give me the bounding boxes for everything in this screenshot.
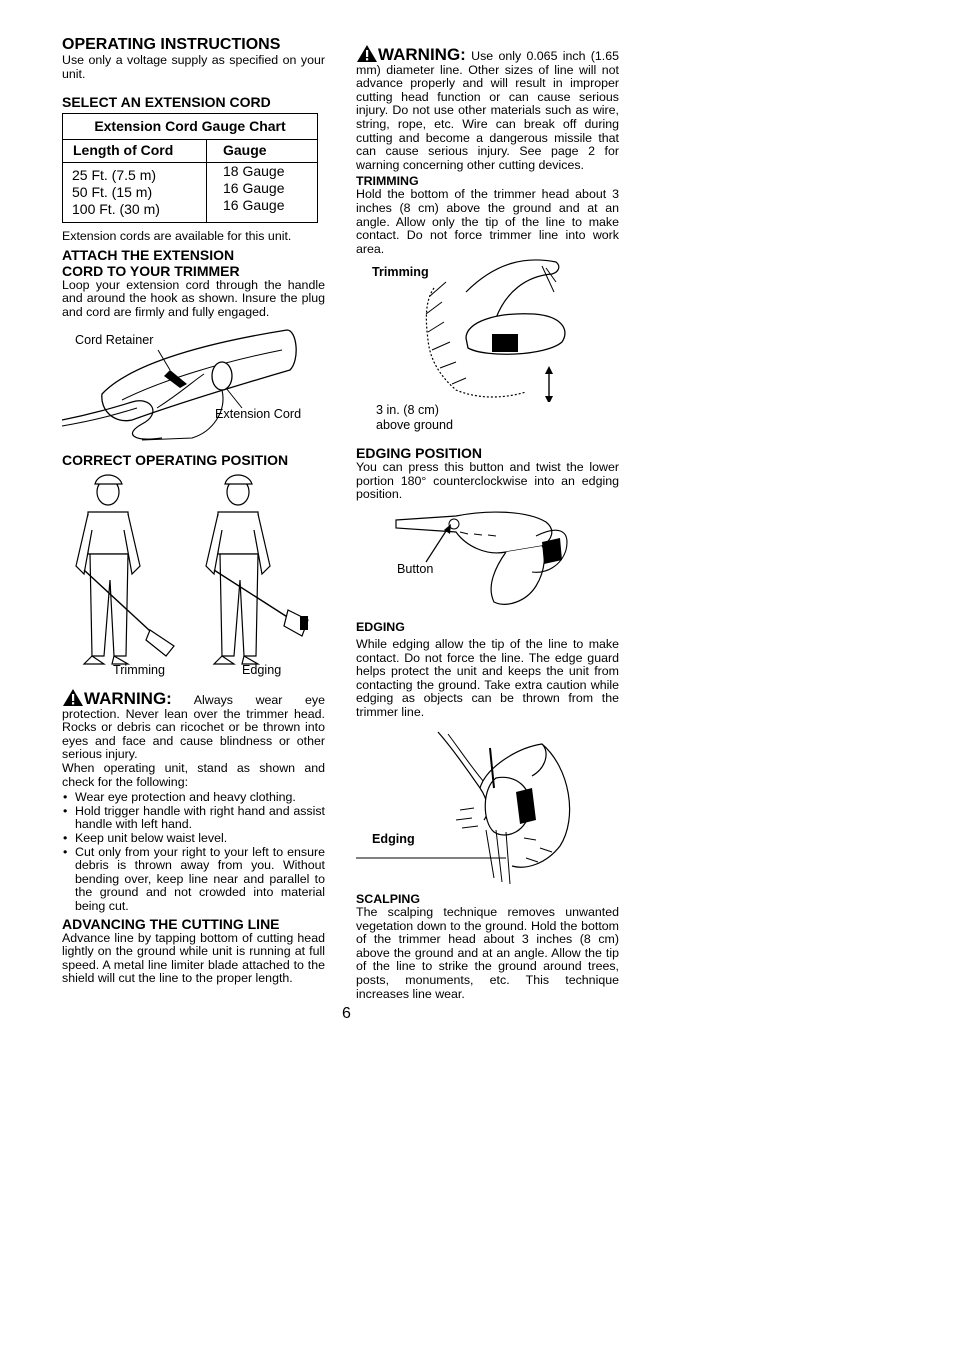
left-warning: [62, 688, 325, 762]
edging-figure: [356, 728, 619, 888]
warning-label: WARNING:: [84, 689, 172, 708]
left-warning-block: [62, 688, 325, 986]
button-figure: [356, 506, 619, 610]
gauge-value: 16 Gauge: [223, 197, 285, 214]
scalping-block: [356, 892, 619, 1001]
list-item: • Cut only from your right to your left to ensure debris is thrown away from you. Without bending over, keep line near and parallel to the ground and not crowded into material being cut.: [62, 846, 325, 914]
attach-heading-2: CORD TO YOUR TRIMMER: [62, 262, 240, 279]
edging-position-heading: EDGING POSITION: [356, 445, 483, 461]
advance-text: Advance line by tapping bottom of cutting head lightly on the ground while unit is running at full speed. A metal line limiter blade attached to the shield will cut the line to the proper length.: [62, 930, 325, 986]
edging-position-text: You can press this button and twist the lower portion 180° counterclockwise into an edging position.: [356, 460, 619, 502]
scalping-heading: SCALPING: [356, 892, 421, 906]
gauge-value: 16 Gauge: [223, 180, 285, 197]
edging-position-drawing: [356, 506, 619, 610]
edging-figure-label: Edging: [372, 832, 415, 846]
scalping-text: The scalping technique removes unwanted vegetation down to the ground. Hold the bottom of the trimmer head about 3 inches (8 cm) above the ground and at an angle. Allow the tip of the line to strike the ground around trees, posts, monuments, etc. This technique increases line wear.: [356, 905, 619, 1001]
edging-position-label: Edging: [242, 663, 282, 677]
right-warning: [356, 44, 619, 172]
height-label-1: 3 in. (8 cm): [376, 403, 439, 417]
list-item: • Keep unit below waist level.: [62, 832, 325, 846]
list-item: • Hold trigger handle with right hand and assist handle with left hand.: [62, 805, 325, 832]
trimming-heading: TRIMMING: [356, 174, 419, 189]
trimming-text: Hold the bottom of the trimmer head about 3 inches (8 cm) above the ground and at an angle. Allow only the tip of the line to make contact. Do not force trimmer line into work area.: [356, 187, 619, 256]
edging-text: While edging allow the tip of the line to make contact. Do not force the line. The edge guard helps protect the unit and keeps the unit from contacting the ground. Take extra caution while edging as objects can be thrown from the trimmer line.: [356, 637, 619, 719]
button-label: Button: [397, 562, 434, 576]
operating-text: When operating unit, stand as shown and check for the following:: [62, 760, 325, 789]
cord-retainer-label: Cord Retainer: [75, 333, 154, 347]
list-item: • Wear eye protection and heavy clothing.: [62, 791, 325, 805]
cord-retainer-figure: [62, 322, 325, 442]
edging-position-block: [356, 445, 619, 502]
warning-text: Use only 0.065 inch (1.65 mm) diameter line. Other sizes of line will not advance properly and will result in improper cutting head function or can cause serious injury. Do not use other materials such as wire, string, rope, etc. Wire can break off during cutting and become a dangerous missile that can cause serious injury. See page 2 for warning concerning other cutting devices.: [356, 49, 620, 172]
operators-drawing: [62, 470, 325, 665]
extension-cord-label: Extension Cord: [215, 407, 302, 421]
gauge-values-cell: [207, 163, 318, 223]
edging-block: [356, 620, 619, 720]
extension-note: Extension cords are available for this unit.: [62, 229, 292, 244]
gauge-col-gauge: Gauge: [207, 140, 318, 163]
trimming-figure-label: Trimming: [372, 265, 429, 279]
page-number: 6: [342, 1005, 351, 1022]
operating-position-heading: CORRECT OPERATING POSITION: [62, 452, 289, 468]
warning-icon: [356, 44, 378, 63]
intro-text: Use only a voltage supply as specified on your unit.: [62, 53, 325, 81]
operating-position-figure: [62, 470, 325, 680]
gauge-value: 18 Gauge: [223, 163, 285, 180]
warning-text: Always wear eye protection. Never lean over the trimmer head. Rocks or debris can ricochet or be thrown into eyes and face and cause blindness or other serious injury.: [62, 693, 325, 762]
attach-text: Loop your extension cord through the handle and around the hook as shown. Insure the plug and cord are firmly and fully engaged.: [62, 277, 325, 319]
advance-heading: ADVANCING THE CUTTING LINE: [62, 915, 280, 932]
right-warning-block: [356, 44, 619, 256]
trimming-figure: [356, 252, 619, 437]
left-column: [62, 36, 325, 320]
warning-icon: [62, 688, 84, 707]
edging-heading: EDGING: [356, 620, 405, 634]
gauge-chart-title: Extension Cord Gauge Chart: [63, 114, 318, 140]
edging-drawing: [356, 728, 619, 888]
safety-list: [62, 791, 325, 913]
gauge-length: 50 Ft. (15 m): [72, 184, 153, 201]
trimming-position-label: Trimming: [113, 663, 166, 677]
gauge-length: 25 Ft. (7.5 m): [72, 167, 157, 184]
page-title: OPERATING INSTRUCTIONS: [62, 36, 281, 53]
height-label-2: above ground: [376, 418, 454, 432]
extension-cord-heading: SELECT AN EXTENSION CORD: [62, 94, 271, 111]
gauge-col-length: Length of Cord: [63, 140, 207, 163]
warning-label: WARNING:: [378, 45, 466, 64]
gauge-chart: [62, 113, 318, 223]
gauge-lengths-cell: [63, 163, 207, 223]
attach-heading-1: ATTACH THE EXTENSION: [62, 246, 235, 263]
gauge-length: 100 Ft. (30 m): [72, 201, 160, 218]
